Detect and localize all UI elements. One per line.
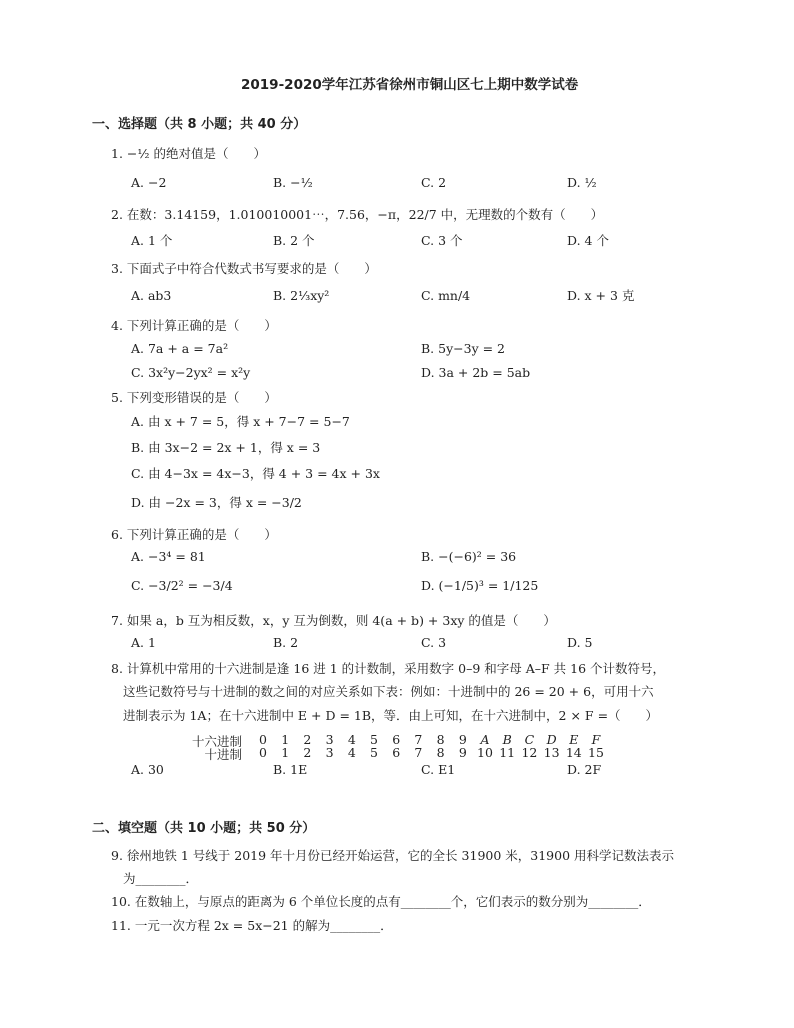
hex-cell: 5: [370, 732, 378, 747]
hex-row-label: 十六进制: [191, 734, 242, 749]
hex-cell: F: [591, 732, 601, 747]
dec-cell: 12: [521, 745, 538, 760]
question-3-option-b: B. 2⅓xy²: [273, 288, 330, 303]
section-heading-fill: 二、填空题（共 10 小题；共 50 分）: [92, 821, 316, 836]
question-8-option-a: A. 30: [131, 762, 164, 777]
dec-cell: 5: [370, 745, 378, 760]
question-11-stem: 11. 一元一次方程 2x = 5x−21 的解为________．: [111, 918, 393, 933]
question-1-option-c: C. 2: [421, 175, 447, 190]
question-6-option-c: C. −3/2² = −3/4: [131, 578, 233, 593]
question-8-line-1: 8. 计算机中常用的十六进制是逢 16 进 1 的计数制，采用数字 0–9 和字母 A–F 共 16 个计数符号，: [111, 661, 666, 676]
dec-cell: 0: [259, 745, 267, 760]
question-1-option-b: B. −½: [273, 175, 313, 190]
dec-cell: 7: [414, 745, 423, 760]
question-3-option-d: D. x + 3 克: [567, 288, 635, 303]
question-8-option-d: D. 2F: [567, 762, 602, 777]
question-8-option-c: C. E1: [421, 762, 456, 777]
question-1-stem: 1. −½ 的绝对值是（ ）: [111, 146, 266, 161]
question-7-option-a: A. 1: [131, 635, 156, 650]
question-5-option-a: A. 由 x + 7 = 5，得 x + 7−7 = 5−7: [131, 414, 350, 429]
question-7-option-d: D. 5: [567, 635, 593, 650]
question-10-stem: 10. 在数轴上，与原点的距离为 6 个单位长度的点有________个，它们表示的数分别为________．: [111, 894, 651, 909]
hex-cell: E: [569, 732, 579, 747]
question-1-option-d: D. ½: [567, 175, 597, 190]
hex-cell: 6: [392, 732, 401, 747]
dec-cell: 6: [392, 745, 401, 760]
hex-cell: 2: [303, 732, 312, 747]
dec-cell: 11: [499, 745, 516, 760]
question-7-option-c: C. 3: [421, 635, 447, 650]
dec-cell: 14: [565, 745, 582, 760]
question-9-line-1: 9. 徐州地铁 1 号线于 2019 年十月份已经开始运营，它的全长 31900 米，31900 用科学记数法表示: [111, 848, 675, 863]
dec-cell: 4: [347, 745, 356, 760]
section-heading-choice: 一、选择题（共 8 小题；共 40 分）: [92, 117, 307, 132]
dec-row-label: 十进制: [204, 747, 242, 762]
question-8-line-3: 进制表示为 1A；在十六进制中 E + D = 1B，等．由上可知，在十六进制中，2 × F =（ ）: [123, 708, 659, 723]
question-8-line-2: 这些记数符号与十进制的数之间的对应关系如下表：例如：十进制中的 26 = 20 + 6，可用十六: [123, 684, 654, 699]
hex-cell: 3: [325, 732, 334, 747]
question-1-option-a: A. −2: [131, 175, 167, 190]
hex-cell: C: [524, 732, 535, 747]
question-5-stem: 5. 下列变形错误的是（ ）: [111, 390, 277, 405]
page-title: 2019-2020学年江苏省徐州市铜山区七上期中数学试卷: [241, 77, 579, 93]
question-3-option-a: A. ab3: [131, 288, 172, 303]
question-5-option-c: C. 由 4−3x = 4x−3，得 4 + 3 = 4x + 3x: [131, 466, 380, 481]
question-2-option-c: C. 3 个: [421, 233, 463, 248]
hex-cell: 8: [436, 732, 445, 747]
question-3-option-c: C. mn/4: [421, 288, 471, 303]
hex-cell: B: [502, 732, 512, 747]
question-4-option-a: A. 7a + a = 7a²: [131, 341, 229, 356]
hex-cell: 7: [414, 732, 423, 747]
question-4-option-b: B. 5y−3y = 2: [421, 341, 506, 356]
question-2-option-d: D. 4 个: [567, 233, 609, 248]
question-6-stem: 6. 下列计算正确的是（ ）: [111, 527, 277, 542]
question-4-option-c: C. 3x²y−2yx² = x²y: [131, 365, 251, 380]
dec-cell: 13: [543, 745, 560, 760]
dec-cell: 8: [436, 745, 445, 760]
question-6-option-b: B. −(−6)² = 36: [421, 549, 517, 564]
dec-cell: 15: [588, 745, 604, 760]
question-7-stem: 7. 如果 a，b 互为相反数，x，y 互为倒数，则 4(a + b) + 3xy 的值是（ ）: [111, 613, 556, 628]
question-6-option-a: A. −3⁴ = 81: [131, 549, 206, 564]
hex-cell: 9: [458, 732, 467, 747]
dec-cell: 3: [325, 745, 334, 760]
hex-cell: 0: [259, 732, 267, 747]
question-2-stem: 2. 在数：3.14159，1.010010001⋯，7.56，−π，22/7 中，无理数的个数有（ ）: [111, 207, 604, 222]
question-7-option-b: B. 2: [273, 635, 299, 650]
question-5-option-d: D. 由 −2x = 3，得 x = −3/2: [131, 495, 302, 510]
hex-decimal-table: [191, 732, 632, 762]
question-4-stem: 4. 下列计算正确的是（ ）: [111, 318, 277, 333]
question-6-option-d: D. (−1/5)³ = 1/125: [421, 578, 539, 593]
question-9-line-2: 为________．: [123, 871, 199, 886]
hex-cell: 4: [347, 732, 356, 747]
question-4-option-d: D. 3a + 2b = 5ab: [421, 365, 531, 380]
hex-cell: 1: [281, 732, 290, 747]
question-3-stem: 3. 下面式子中符合代数式书写要求的是（ ）: [111, 261, 377, 276]
hex-cell: A: [480, 732, 490, 747]
question-5-option-b: B. 由 3x−2 = 2x + 1，得 x = 3: [131, 440, 321, 455]
question-8-option-b: B. 1E: [273, 762, 308, 777]
dec-cell: 1: [281, 745, 290, 760]
hex-cell: D: [546, 732, 557, 747]
question-2-option-b: B. 2 个: [273, 233, 315, 248]
dec-cell: 9: [458, 745, 467, 760]
dec-cell: 2: [303, 745, 312, 760]
question-2-option-a: A. 1 个: [131, 233, 173, 248]
dec-cell: 10: [477, 745, 493, 760]
